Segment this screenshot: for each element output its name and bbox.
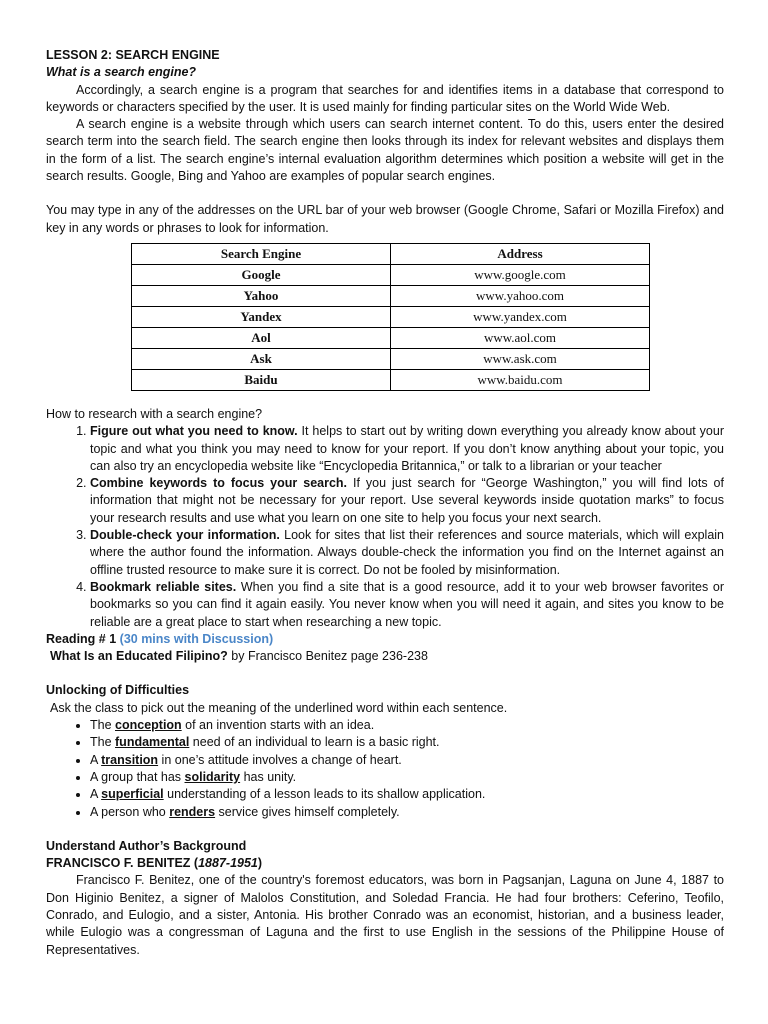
sentence-end: understanding of a lesson leads to its shallow application. [163, 787, 486, 802]
address-cell: www.google.com [391, 264, 650, 285]
reading-duration: (30 mins with Discussion) [119, 631, 274, 646]
step-heading: Combine keywords to focus your search. [90, 476, 348, 491]
lesson-title: LESSON 2: SEARCH ENGINE [46, 48, 220, 62]
engine-cell: Aol [132, 327, 391, 348]
step-text: It helps to start out by writing down everything you already know about your topic and what you think you may need to know for your report. If you don’t know anything about your topic, you can also try an encyclopedia website like “Encyclopedia Britannica,” or talk to a librarian or your teacher [90, 424, 724, 473]
lesson-question: What is a search engine? [46, 65, 197, 80]
research-intro: How to research with a search engine? [46, 406, 263, 421]
header-address: Address [391, 243, 650, 264]
sentence-start: A [90, 787, 102, 802]
list-item [90, 804, 724, 821]
address-cell: www.aol.com [391, 327, 650, 348]
underlined-word: solidarity [184, 769, 241, 784]
engine-cell: Google [132, 264, 391, 285]
spacer [46, 185, 724, 202]
document-page [46, 47, 724, 959]
underlined-word: superficial [101, 787, 164, 802]
sentence-start: The [90, 718, 116, 733]
search-engine-table [131, 243, 650, 391]
step-heading: Figure out what you need to know. [90, 424, 298, 439]
definition-paragraph-2: A search engine is a website through which users can search internet content. To do this, users enter the desired search term into the search field. The search engine then looks through its index for relevant websites and displays them in the form of a list. The search engine’s internal evaluation algorithm determines which position a website will get in the search results. Google, Bing and Yahoo are examples of popular search engines. [46, 117, 724, 184]
reading-line [46, 631, 724, 648]
reading-work-title: What Is an Educated Filipino? [50, 649, 228, 664]
address-cell: www.baidu.com [391, 369, 650, 390]
research-steps-list [46, 423, 724, 631]
sentence-end: need of an individual to learn is a basic right. [189, 735, 440, 750]
address-cell: www.ask.com [391, 348, 650, 369]
difficulties-instruction: Ask the class to pick out the meaning of the underlined word within each sentence. [50, 700, 508, 715]
sentence-end: has unity. [240, 769, 297, 784]
difficulties-heading: Unlocking of Difficulties [46, 683, 190, 698]
table-header-row [132, 243, 650, 264]
step-text: When you find a site that is a good resource, add it to your web browser favorites or bookmarks so you can find it again easily. You never know when you will need it again, and sites you know to be reliable are a great place to start when researching a new topic. [90, 579, 724, 629]
sentence-end: service gives himself completely. [215, 804, 400, 819]
table-row [132, 285, 650, 306]
sentence-start: A group that has [90, 769, 185, 784]
step-text: Look for sites that list their references and source materials, which will explain where the author found the information. Always double-check the information you find on the Internet against an offline trusted resource to make sure it is correct. Do not be fooled by misinformation. [90, 528, 725, 577]
list-item [90, 579, 724, 631]
author-name: FRANCISCO F. BENITEZ ( [46, 856, 199, 871]
reading-title-line [46, 648, 724, 665]
underlined-word: conception [115, 718, 182, 733]
list-item [90, 527, 724, 579]
list-item [90, 717, 724, 734]
author-years: 1887-1951 [198, 856, 258, 871]
author-close: ) [257, 856, 263, 871]
sentence-start: The [90, 735, 116, 750]
list-item [90, 786, 724, 803]
engine-cell: Yandex [132, 306, 391, 327]
table-row [132, 348, 650, 369]
sentence-end: of an invention starts with an idea. [181, 718, 375, 733]
engine-cell: Baidu [132, 369, 391, 390]
step-heading: Bookmark reliable sites. [90, 579, 237, 594]
vocabulary-list [46, 717, 724, 821]
list-item [90, 475, 724, 527]
underlined-word: fundamental [115, 735, 190, 750]
engine-cell: Ask [132, 348, 391, 369]
reading-label: Reading # 1 [46, 631, 117, 646]
author-bio: Francisco F. Benitez, one of the country's foremost educators, was born in Pagsanjan, Laguna on June 4, 1887 to Don Higinio Benitez, a signer of Malolos Constitution, and Soledad Francia. He had four brothers: Ceferino, Teofilo, Conrado, and Eulogio, and a sister, Antonia. His brother Conrado was an economist, historian, and a business leader, while Eulogio was a congressman of Laguna and the first to use English in the sessions of the Philippine House of Representatives. [46, 873, 724, 957]
underlined-word: renders [169, 804, 216, 819]
reading-work-info: by Francisco Benitez page 236-238 [227, 649, 428, 664]
sentence-end: in one’s attitude involves a change of heart. [158, 752, 402, 767]
step-heading: Double-check your information. [90, 528, 280, 543]
table-row [132, 264, 650, 285]
definition-paragraph-1: Accordingly, a search engine is a program that searches for and identifies items in a database that correspond to keywords or characters specified by the user. It is used mainly for finding particular sites on the World Wide Web. [46, 82, 724, 114]
table-row [132, 369, 650, 390]
address-cell: www.yandex.com [391, 306, 650, 327]
table-row [132, 306, 650, 327]
browser-paragraph: You may type in any of the addresses on the URL bar of your web browser (Google Chrome, Safari or Mozilla Firefox) and key in any words or phrases to look for information. [46, 203, 724, 235]
spacer [46, 665, 724, 682]
author-heading: Understand Author’s Background [46, 838, 247, 853]
header-search-engine: Search Engine [132, 243, 391, 264]
step-text: If you just search for “George Washington,” you will find lots of information that might not be necessary for your report. Use several keywords inside quotation marks” to focus your research results and use what you learn on one site to help you focus your next search. [90, 476, 724, 525]
sentence-start: A person who [90, 804, 170, 819]
spacer [46, 821, 724, 838]
list-item [90, 769, 724, 786]
engine-cell: Yahoo [132, 285, 391, 306]
list-item [90, 752, 724, 769]
sentence-start: A [90, 752, 102, 767]
list-item [90, 423, 724, 475]
list-item [90, 734, 724, 751]
underlined-word: transition [101, 752, 159, 767]
table-row [132, 327, 650, 348]
author-name-line [46, 855, 724, 872]
address-cell: www.yahoo.com [391, 285, 650, 306]
